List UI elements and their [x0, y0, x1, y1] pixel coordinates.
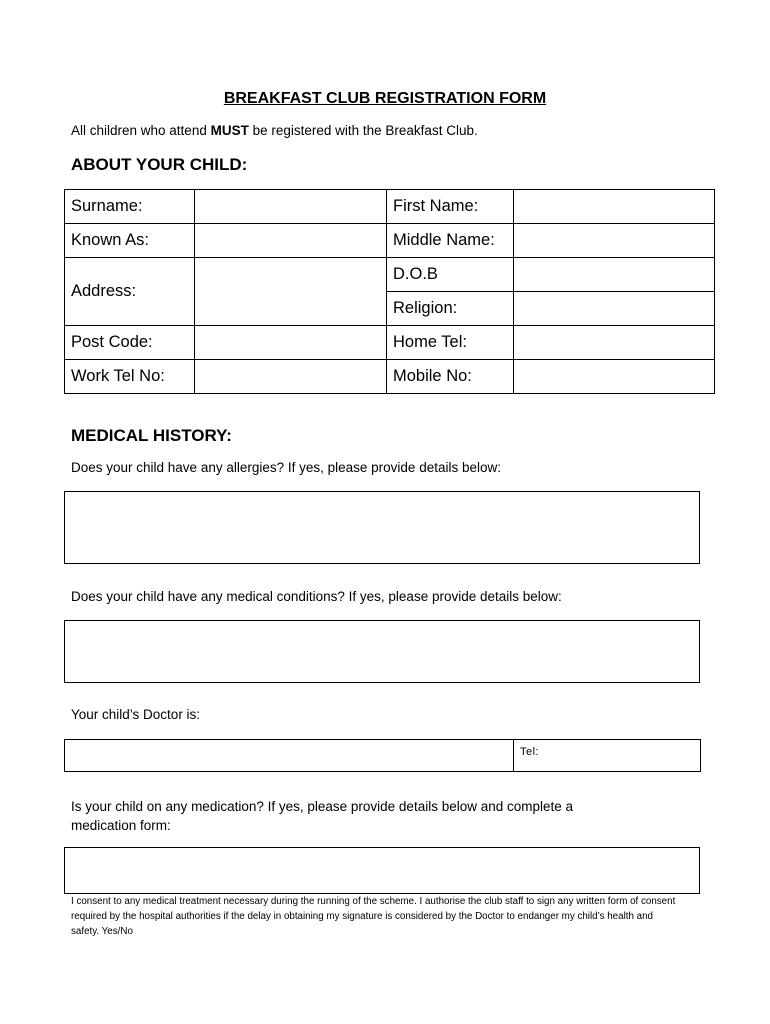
- work-tel-field[interactable]: [195, 360, 387, 394]
- first-name-field[interactable]: [514, 190, 715, 224]
- mobile-field[interactable]: [514, 360, 715, 394]
- form-title: BREAKFAST CLUB REGISTRATION FORM: [223, 90, 547, 107]
- doctor-row: [64, 739, 700, 772]
- intro-text: [71, 123, 478, 138]
- dob-label: D.O.B: [387, 258, 514, 292]
- medication-details-box[interactable]: [64, 847, 700, 894]
- allergies-question: Does your child have any allergies? If yes, please provide details below:: [71, 460, 501, 475]
- address-field[interactable]: [195, 258, 387, 326]
- table-row: [65, 360, 715, 394]
- medication-question: [71, 797, 573, 835]
- home-tel-label: Home Tel:: [387, 326, 514, 360]
- consent-text: I consent to any medical treatment necessary during the running of the scheme. I authorise the club staff to sign any written form of consent required by the hospital authorities if the delay in obtaining my signature is considered by the Doctor to endanger my child’s health and safety. Yes/No: [71, 896, 676, 937]
- work-tel-label: Work Tel No:: [65, 360, 195, 394]
- address-label: Address:: [65, 258, 195, 326]
- allergies-details-box[interactable]: [64, 491, 700, 564]
- table-row: [65, 258, 715, 292]
- doctor-question: Your child’s Doctor is:: [71, 707, 201, 722]
- medication-question-line-1: Is your child on any medication? If yes, please provide details below and complete a: [71, 799, 574, 814]
- dob-field[interactable]: [514, 258, 715, 292]
- known-as-field[interactable]: [195, 224, 387, 258]
- medication-question-line-2: medication form:: [71, 818, 171, 833]
- known-as-label: Known As:: [65, 224, 195, 258]
- home-tel-field[interactable]: [514, 326, 715, 360]
- mobile-label: Mobile No:: [387, 360, 514, 394]
- table-row: [65, 326, 715, 360]
- doctor-tel-label: Tel:: [520, 746, 540, 758]
- middle-name-field[interactable]: [514, 224, 715, 258]
- first-name-label: First Name:: [387, 190, 514, 224]
- about-child-heading: ABOUT YOUR CHILD:: [71, 155, 248, 174]
- intro-text-emphasis: MUST: [210, 123, 249, 138]
- child-details-table: [64, 189, 715, 394]
- intro-text-end: be registered with the Breakfast Club.: [248, 123, 478, 138]
- conditions-details-box[interactable]: [64, 620, 700, 683]
- table-row: [65, 190, 715, 224]
- doctor-name-field[interactable]: [64, 739, 514, 772]
- middle-name-label: Middle Name:: [387, 224, 514, 258]
- medical-history-heading: MEDICAL HISTORY:: [71, 426, 232, 445]
- religion-field[interactable]: [514, 292, 715, 326]
- surname-label: Surname:: [65, 190, 195, 224]
- table-row: [65, 224, 715, 258]
- post-code-label: Post Code:: [65, 326, 195, 360]
- post-code-field[interactable]: [195, 326, 387, 360]
- religion-label: Religion:: [387, 292, 514, 326]
- doctor-tel-field[interactable]: [513, 739, 701, 772]
- surname-field[interactable]: [195, 190, 387, 224]
- conditions-question: Does your child have any medical conditions? If yes, please provide details below:: [71, 589, 562, 604]
- intro-text-start: All children who attend: [71, 123, 211, 138]
